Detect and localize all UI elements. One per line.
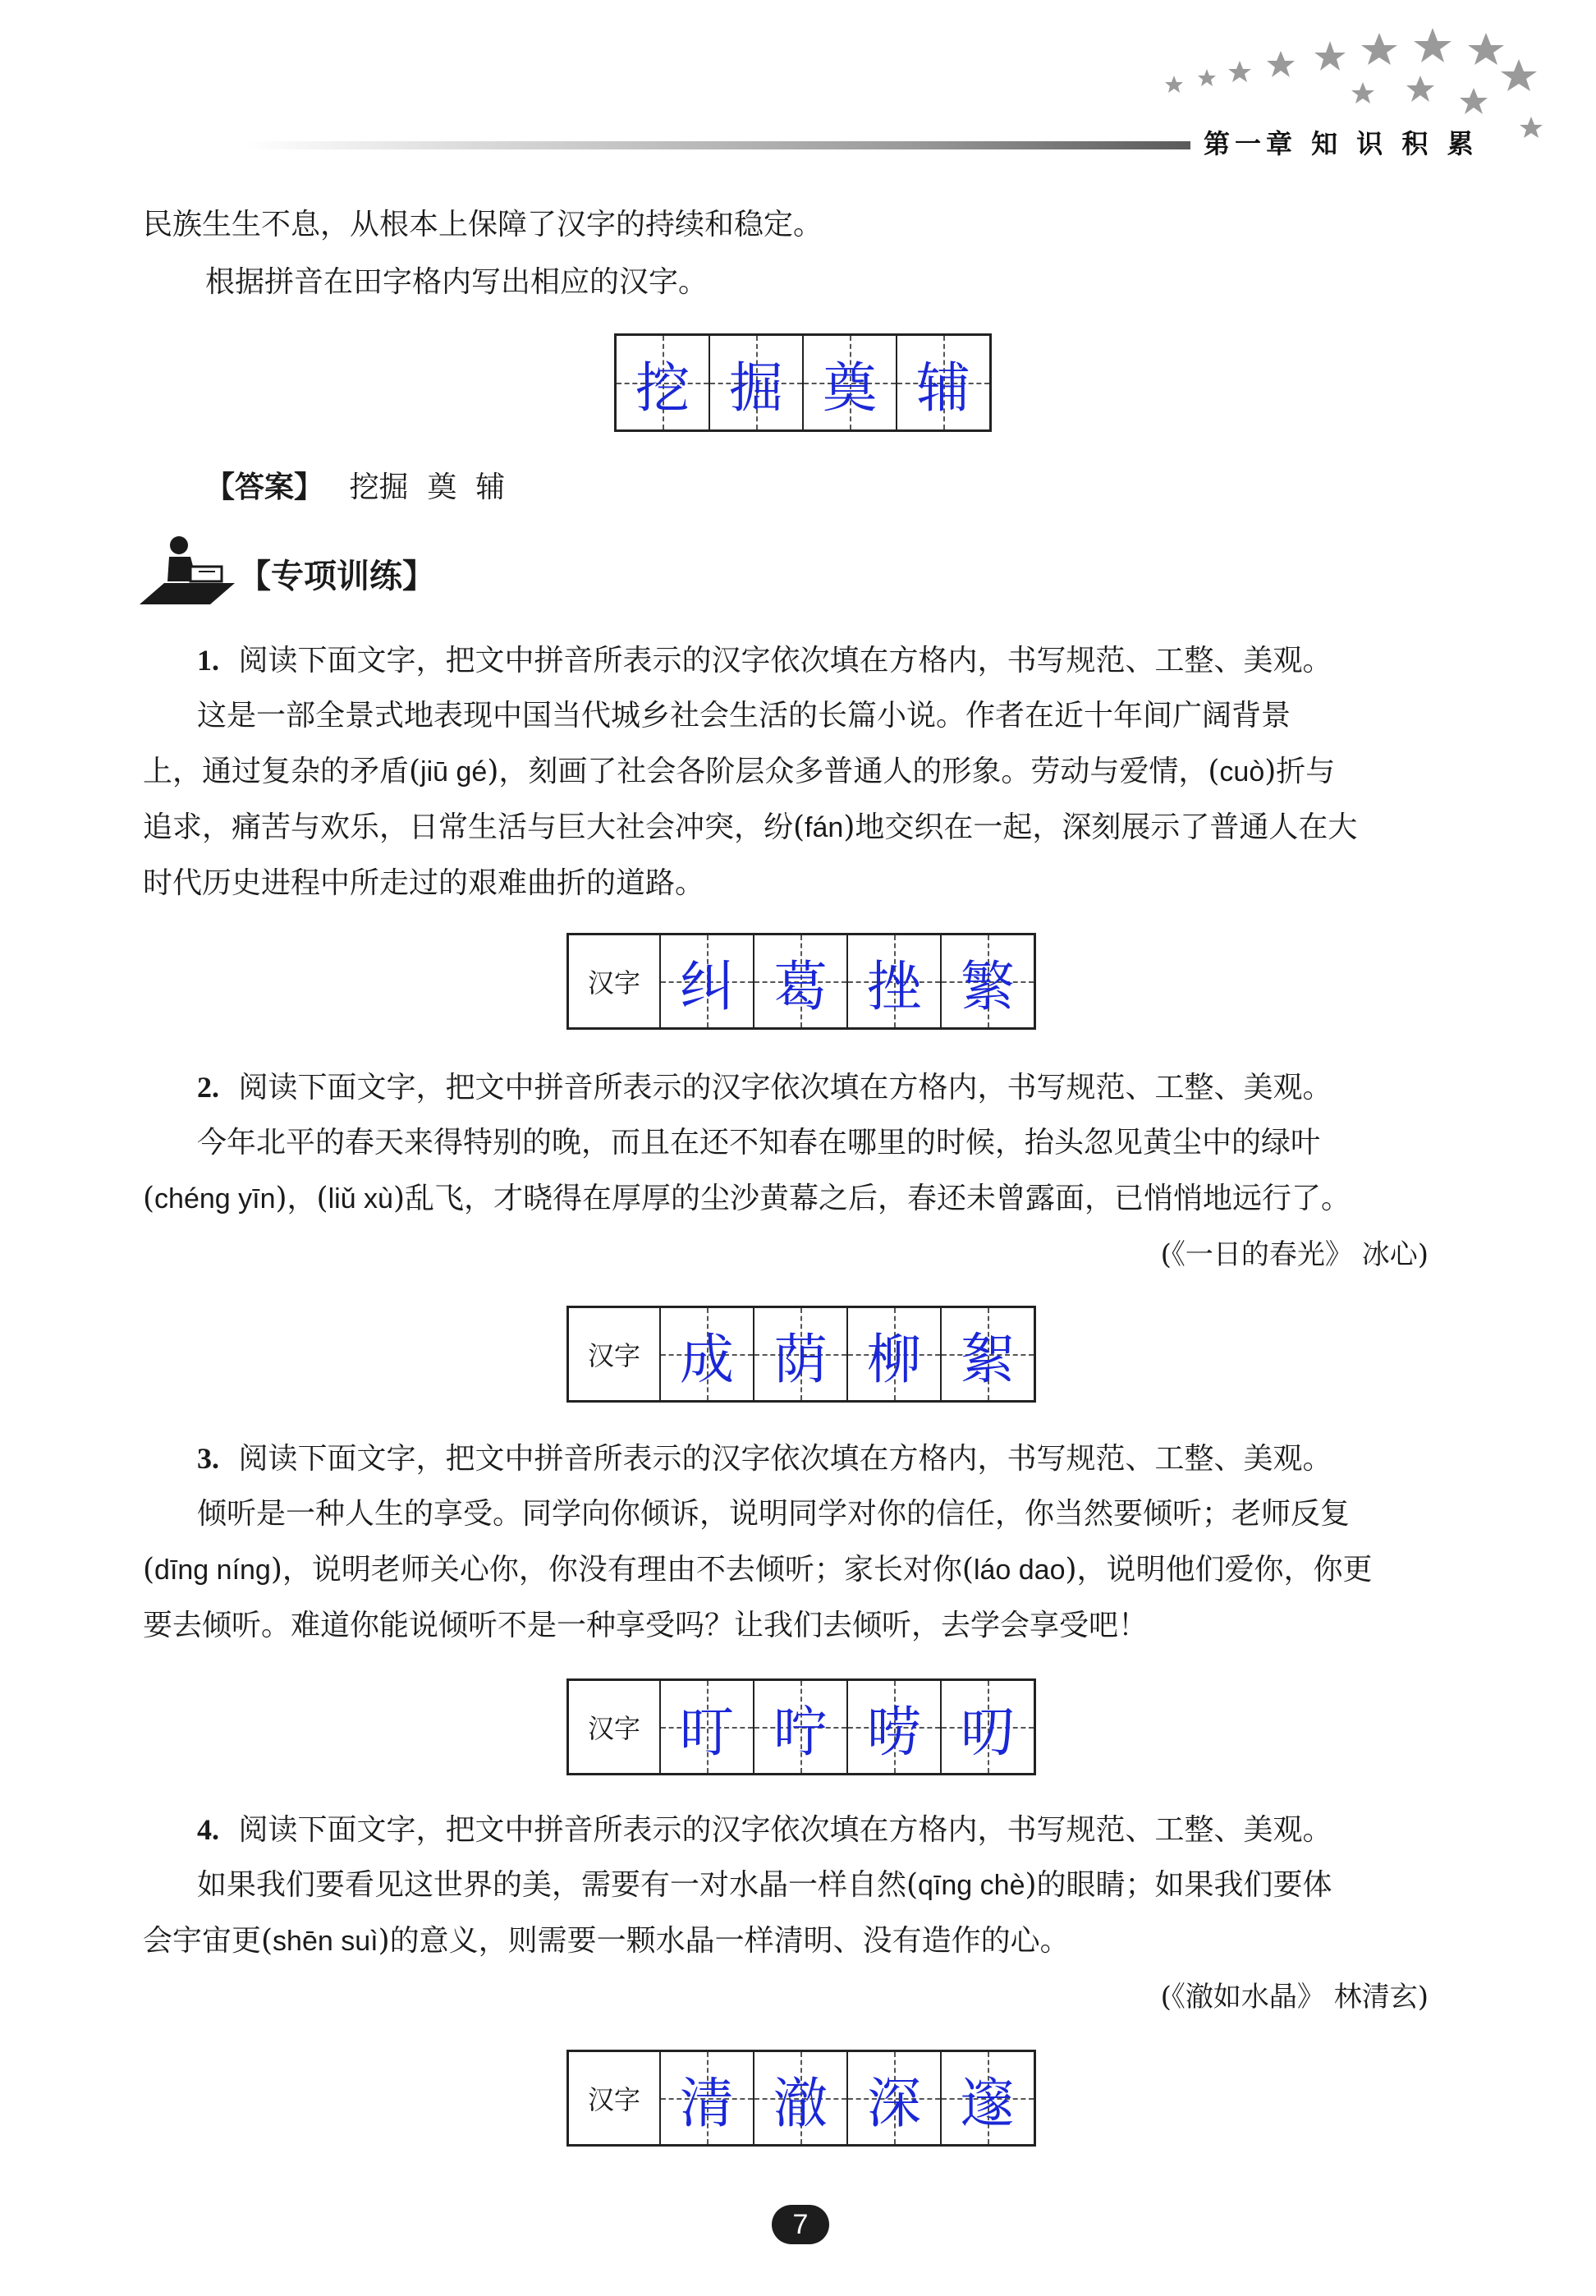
grid-cell: 挖 <box>617 336 710 429</box>
grid-cell: 柳 <box>848 1308 942 1400</box>
pinyin: láo dao <box>973 1554 1066 1586</box>
q4-line2: 会宇宙更(shēn suì)的意义，则需要一颗水晶一样清明、没有造作的心。 <box>143 1924 1070 1958</box>
header-rule <box>246 141 1190 149</box>
q3-line3: 要去倾听。难道你能说倾听不是一种享受吗？让我们去倾听，去学会享受吧！ <box>143 1609 1149 1642</box>
grid-cell: 清 <box>661 2052 754 2144</box>
q1-line2: 上，通过复杂的矛盾(jiū gé)，刻画了社会各阶层众多普通人的形象。劳动与爱情，(cuò)折与 <box>143 755 1336 788</box>
q1-line1: 这是一部全景式地表现中国当代城乡社会生活的长篇小说。作者在近十年间广阔背景 <box>197 699 1291 732</box>
grid-cell: 辅 <box>897 336 989 429</box>
q1-line3: 追求，痛苦与欢乐，日常生活与巨大社会冲突，纷(fán)地交织在一起，深刻展示了普通人在大 <box>143 810 1358 844</box>
grid-cell: 掘 <box>710 336 804 429</box>
q3-line2: (dīng níng)，说明老师关心你，你没有理由不去倾听；家长对你(láo dao)，说明他们爱你，你更 <box>143 1553 1373 1587</box>
pinyin: chéng yīn <box>154 1183 276 1215</box>
q3-number: 3. <box>197 1442 219 1475</box>
intro-line: 民族生生不息，从根本上保障了汉字的持续和稳定。 <box>143 208 823 241</box>
grid-cell: 纠 <box>661 935 754 1027</box>
grid-cell: 荫 <box>754 1308 848 1400</box>
section-title: 【专项训练】 <box>238 558 435 595</box>
grid-cell: 唠 <box>848 1681 942 1773</box>
grid-label: 汉字 <box>569 1681 661 1773</box>
grid-cell: 奠 <box>804 336 897 429</box>
grid-cell: 絮 <box>942 1308 1034 1400</box>
pinyin: qīng chè <box>918 1870 1025 1901</box>
grid-cell: 深 <box>848 2052 942 2144</box>
q1-number: 1. <box>197 644 219 677</box>
q2-number: 2. <box>197 1071 219 1104</box>
q4-answer-grid <box>566 2050 1036 2147</box>
q3-prompt: 3. 阅读下面文字，把文中拼音所表示的汉字依次填在方格内，书写规范、工整、美观。 <box>197 1442 1332 1476</box>
grid-label: 汉字 <box>569 935 661 1027</box>
q4-line1: 如果我们要看见这世界的美，需要有一对水晶一样自然(qīng chè)的眼睛；如果我们要体 <box>197 1868 1332 1902</box>
q4-prompt: 4. 阅读下面文字，把文中拼音所表示的汉字依次填在方格内，书写规范、工整、美观。 <box>197 1813 1332 1847</box>
intro-instruction: 根据拼音在田字格内写出相应的汉字。 <box>205 265 709 299</box>
q2-source: (《一日的春光》 冰心) <box>1160 1238 1429 1271</box>
grid-cell: 繁 <box>942 935 1034 1027</box>
grid-cell: 咛 <box>754 1681 848 1773</box>
q1-prompt: 1. 阅读下面文字，把文中拼音所表示的汉字依次填在方格内，书写规范、工整、美观。 <box>197 644 1332 677</box>
grid-label: 汉字 <box>569 2052 661 2144</box>
q3-answer-grid <box>566 1678 1036 1775</box>
intro-answer <box>205 460 505 516</box>
intro-char-grid <box>614 333 992 432</box>
chapter-title: 第一章 知 识 积 累 <box>1204 128 1479 159</box>
q1-answer-grid <box>566 933 1036 1030</box>
q1-line4: 时代历史进程中所走过的艰难曲折的道路。 <box>143 866 705 900</box>
grid-cell: 葛 <box>754 935 848 1027</box>
grid-label: 汉字 <box>569 1308 661 1400</box>
pinyin: cuò <box>1219 756 1265 788</box>
grid-cell: 挫 <box>848 935 942 1027</box>
q2-answer-grid <box>566 1306 1036 1403</box>
study-figure-icon <box>140 534 235 604</box>
grid-cell: 叮 <box>661 1681 754 1773</box>
grid-cell: 叨 <box>942 1681 1034 1773</box>
q2-line2: (chéng yīn)，(liǔ xù)乱飞，才晓得在厚厚的尘沙黄幕之后，春还未曾露面，已悄悄地远行了。 <box>143 1182 1351 1215</box>
grid-cell: 成 <box>661 1308 754 1400</box>
pinyin: liǔ xù <box>328 1183 393 1215</box>
answer-text: 挖掘 奠 辅 <box>349 471 506 504</box>
pinyin: fán <box>805 812 844 843</box>
answer-label: 【答案】 <box>205 471 324 504</box>
grid-cell: 邃 <box>942 2052 1034 2144</box>
pinyin: jiū gé <box>420 756 488 788</box>
pinyin: dīng níng <box>154 1554 271 1586</box>
q4-number: 4. <box>197 1813 219 1846</box>
q4-source: (《澈如水晶》 林清玄) <box>1160 1981 1429 2014</box>
page-number: 7 <box>772 2205 829 2244</box>
grid-cell: 澈 <box>754 2052 848 2144</box>
q2-line1: 今年北平的春天来得特别的晚，而且在还不知春在哪里的时候，抬头忽见黄尘中的绿叶 <box>197 1126 1321 1159</box>
pinyin: shēn suì <box>273 1926 378 1957</box>
q3-line1: 倾听是一种人生的享受。同学向你倾诉，说明同学对你的信任，你当然要倾听；老师反复 <box>197 1497 1351 1531</box>
q2-prompt: 2. 阅读下面文字，把文中拼音所表示的汉字依次填在方格内，书写规范、工整、美观。 <box>197 1071 1332 1104</box>
